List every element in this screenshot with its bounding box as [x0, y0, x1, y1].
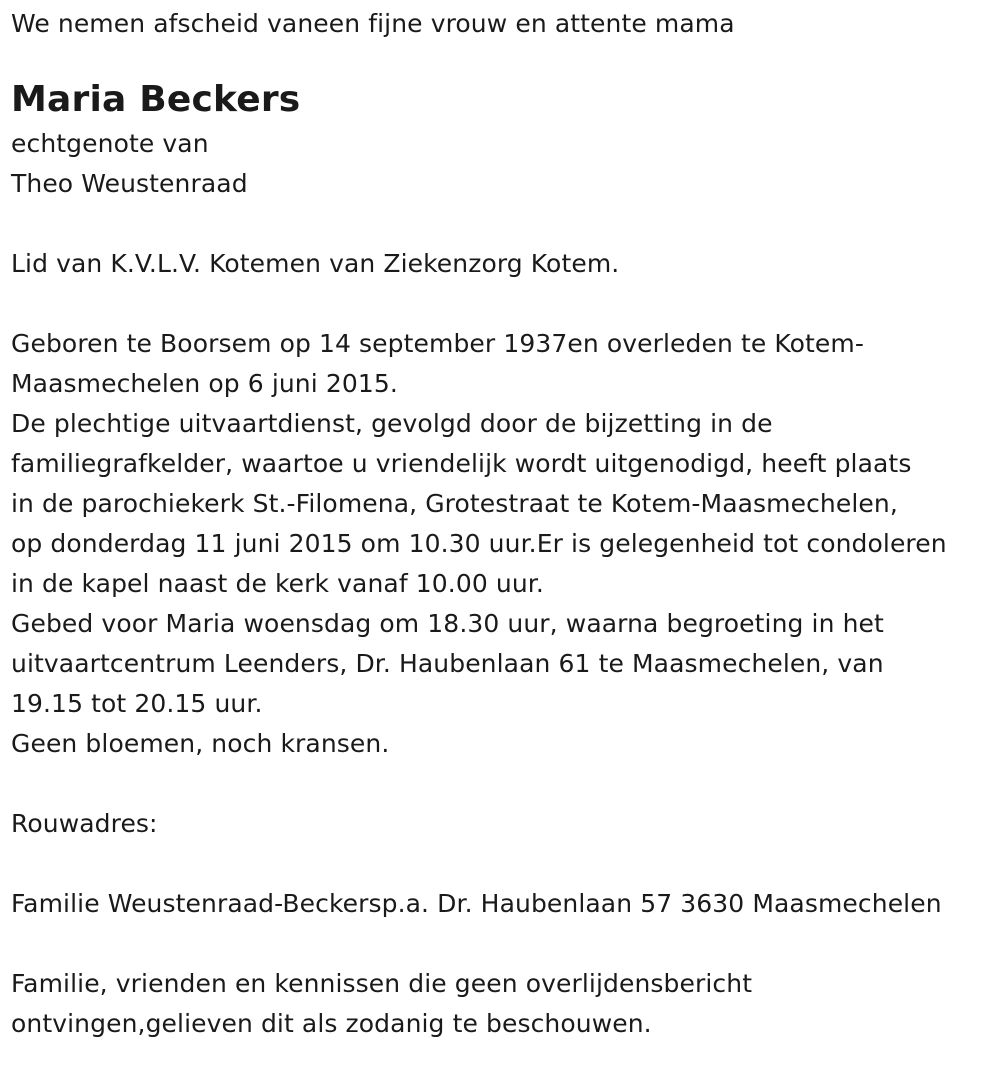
details-block — [11, 324, 996, 764]
spacer — [11, 204, 996, 244]
details-line: op donderdag 11 juni 2015 om 10.30 uur.Er is gelegenheid tot condoleren — [11, 529, 947, 558]
spouse-line: echtgenote van — [11, 129, 209, 158]
details-line: Gebed voor Maria woensdag om 18.30 uur, waarna begroeting in het — [11, 609, 884, 638]
closing-line: ontvingen,gelieven dit als zodanig te beschouwen. — [11, 1009, 652, 1038]
address-label: Rouwadres: — [11, 809, 158, 838]
spacer — [11, 924, 996, 964]
closing-block — [11, 964, 996, 1044]
spouse-line: Theo Weustenraad — [11, 169, 248, 198]
closing-line: Familie, vrienden en kennissen die geen overlijdensbericht — [11, 969, 753, 998]
details-line: in de kapel naast de kerk vanaf 10.00 uur. — [11, 569, 544, 598]
spouse-block — [11, 124, 996, 204]
details-line: in de parochiekerk St.-Filomena, Grotestraat te Kotem-Maasmechelen, — [11, 489, 898, 518]
details-line: Geboren te Boorsem op 14 september 1937en overleden te Kotem- — [11, 329, 864, 358]
obituary-document — [11, 0, 996, 1044]
details-line: Geen bloemen, noch kransen. — [11, 729, 390, 758]
details-line: uitvaartcentrum Leenders, Dr. Haubenlaan 61 te Maasmechelen, van — [11, 649, 884, 678]
spacer — [11, 844, 996, 884]
address-text: Familie Weustenraad-Beckersp.a. Dr. Haubenlaan 57 3630 Maasmechelen — [11, 889, 942, 918]
deceased-name: Maria Beckers — [11, 79, 301, 120]
details-line: De plechtige uitvaartdienst, gevolgd door de bijzetting in de — [11, 409, 773, 438]
spacer — [11, 284, 996, 324]
details-line: Maasmechelen op 6 juni 2015. — [11, 369, 398, 398]
intro-text: We nemen afscheid vaneen fijne vrouw en attente mama — [11, 9, 735, 38]
spacer — [11, 764, 996, 804]
details-line: 19.15 tot 20.15 uur. — [11, 689, 263, 718]
details-line: familiegrafkelder, waartoe u vriendelijk wordt uitgenodigd, heeft plaats — [11, 449, 912, 478]
membership-text: Lid van K.V.L.V. Kotemen van Ziekenzorg Kotem. — [11, 249, 620, 278]
